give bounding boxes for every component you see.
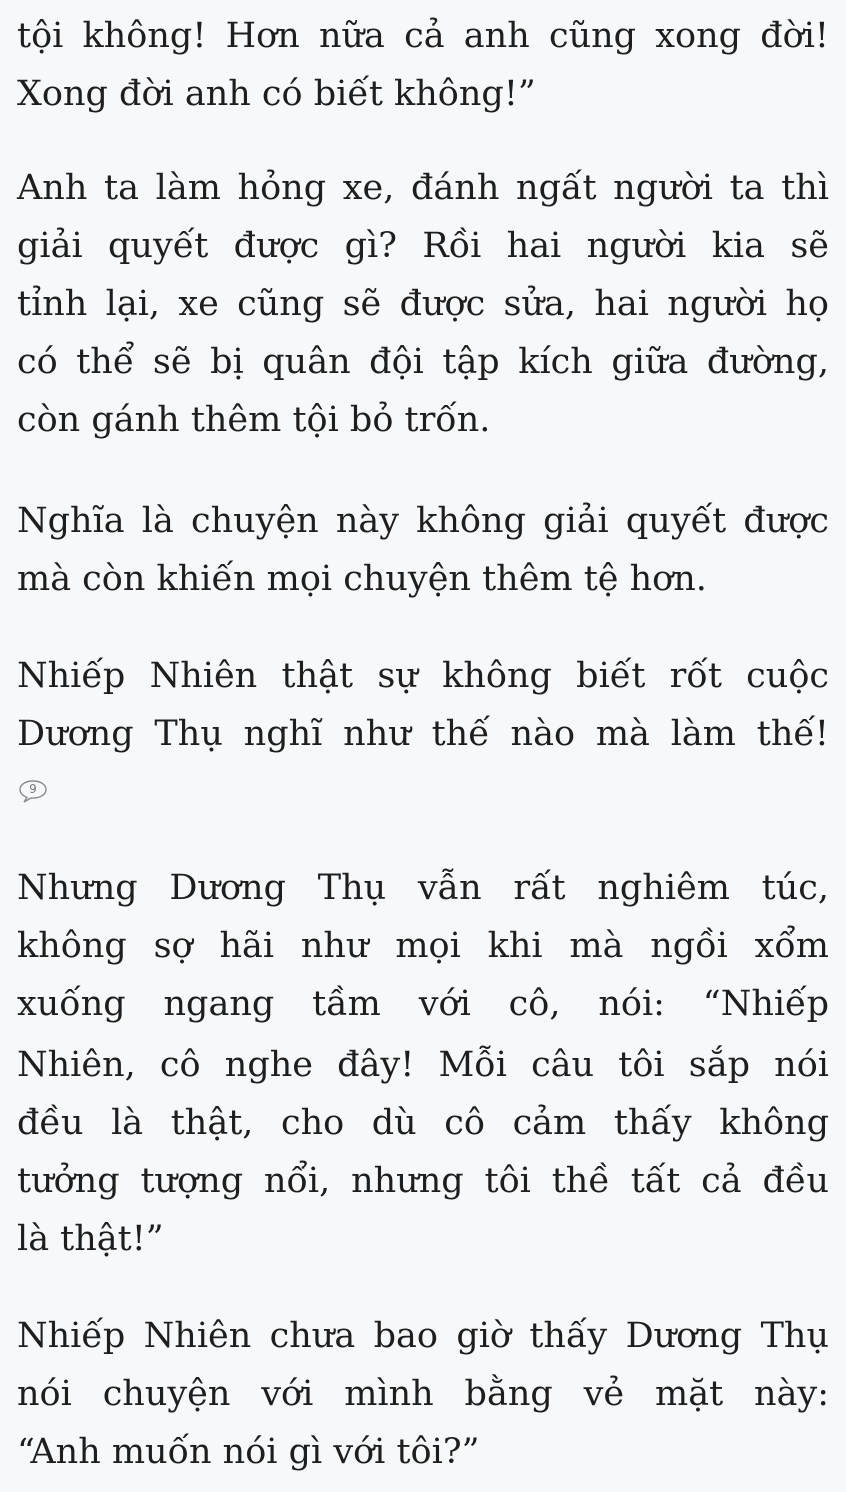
text-line: mà còn khiến mọi chuyện thêm tệ hơn. — [17, 559, 707, 599]
comment-badge[interactable] — [18, 779, 48, 804]
text-line: tỉnh lại, xe cũng sẽ được sửa, hai người họ — [17, 284, 829, 324]
text-line: Nhiên, cô nghe đây! Mỗi câu tôi sắp nói — [17, 1045, 829, 1085]
comment-count: 9 — [29, 782, 37, 796]
text-line: có thể sẽ bị quân đội tập kích giữa đường, — [17, 342, 829, 382]
text-line: không sợ hãi như mọi khi mà ngồi xổm — [17, 926, 829, 966]
text-line: đều là thật, cho dù cô cảm thấy không — [17, 1103, 829, 1143]
text-line: nói chuyện với mình bằng vẻ mặt này: — [17, 1374, 829, 1414]
text-line: Nhiếp Nhiên chưa bao giờ thấy Dương Thụ — [17, 1316, 829, 1356]
text-line: Dương Thụ nghĩ như thế nào mà làm thế! — [17, 714, 829, 754]
text-line: Nhưng Dương Thụ vẫn rất nghiêm túc, — [17, 868, 829, 908]
text-line: “Anh muốn nói gì với tôi?” — [17, 1432, 480, 1472]
text-line: tội không! Hơn nữa cả anh cũng xong đời! — [17, 16, 829, 56]
text-line: giải quyết được gì? Rồi hai người kia sẽ — [17, 226, 829, 266]
text-line: Anh ta làm hỏng xe, đánh ngất người ta thì — [17, 168, 829, 208]
text-line: Xong đời anh có biết không!” — [17, 74, 536, 114]
text-line: xuống ngang tầm với cô, nói: “Nhiếp — [17, 984, 829, 1024]
text-line: tưởng tượng nổi, nhưng tôi thề tất cả đều — [17, 1161, 829, 1201]
text-line: là thật!” — [17, 1219, 164, 1259]
text-line: Nhiếp Nhiên thật sự không biết rốt cuộc — [17, 656, 829, 696]
text-line: Nghĩa là chuyện này không giải quyết được — [17, 501, 829, 541]
text-line: còn gánh thêm tội bỏ trốn. — [17, 400, 491, 440]
